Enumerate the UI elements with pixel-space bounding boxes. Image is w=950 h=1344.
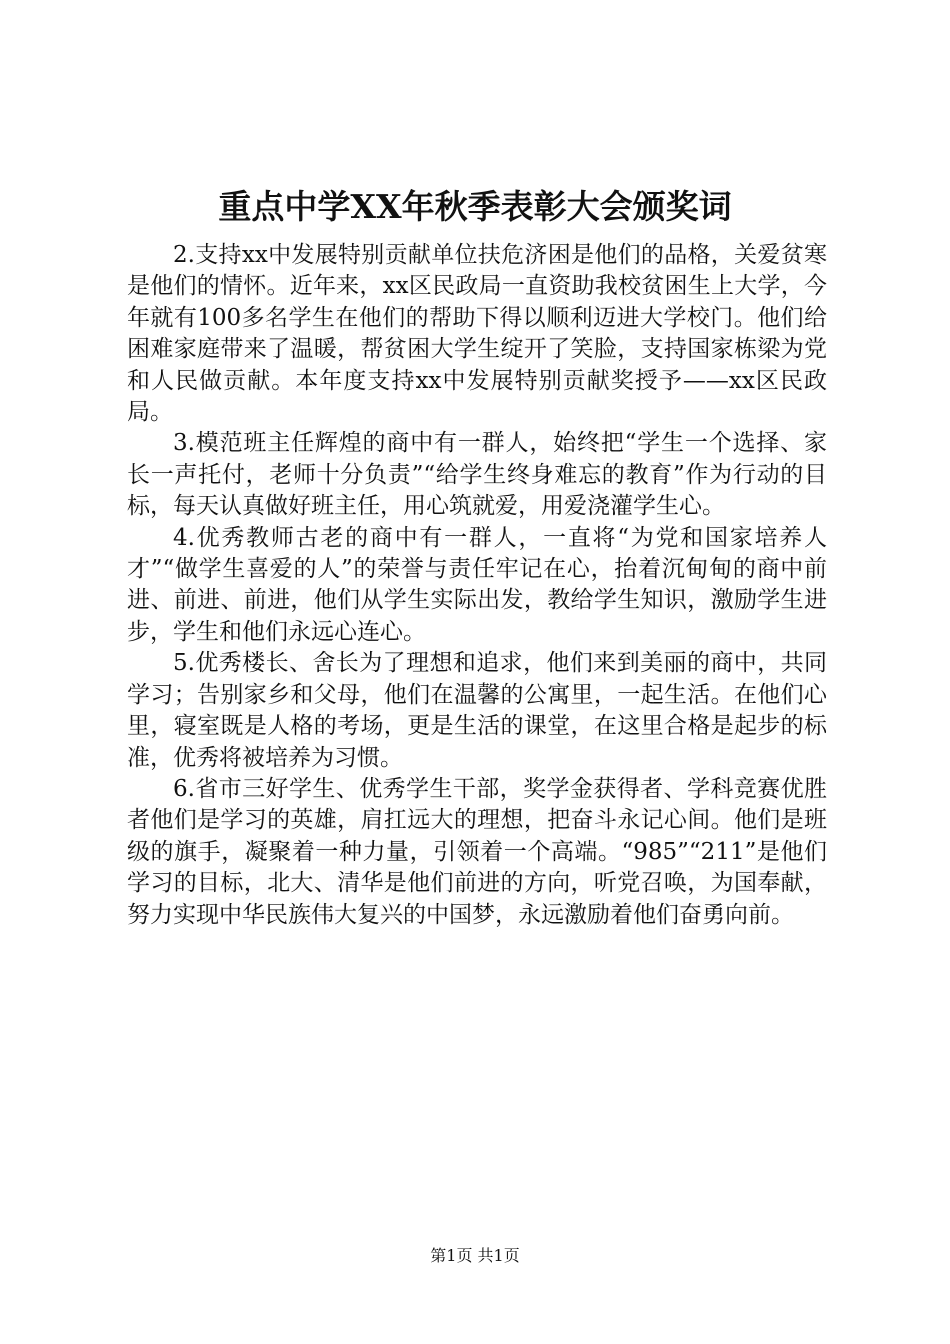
paragraph-6: 6.省市三好学生、优秀学生干部，奖学金获得者、学科竞赛优胜者他们是学习的英雄，肩扛远大的理想，把奋斗永记心间。他们是班级的旗手，凝聚着一种力量，引领着一个高端。“985”“211”是他们学习的目标，北大、清华是他们前进的方向，听党召唤，为国奉献，努力实现中华民族伟大复兴的中国梦，永远激励着他们奋勇向前。	[127, 775, 827, 928]
paragraph-5: 5.优秀楼长、舍长为了理想和追求，他们来到美丽的商中，共同学习；告别家乡和父母，他们在温馨的公寓里，一起生活。在他们心里，寝室既是人格的考场，更是生活的课堂，在这里合格是起步的标准，优秀将被培养为习惯。	[127, 650, 827, 771]
document-body	[127, 240, 827, 931]
paragraph-3: 3.模范班主任辉煌的商中有一群人，始终把“学生一个选择、家长一声托付，老师十分负责”“给学生终身难忘的教育”作为行动的目标，每天认真做好班主任，用心筑就爱，用爱浇灌学生心。	[127, 430, 827, 520]
page-footer: 第1页 共1页	[430, 1246, 520, 1265]
paragraph-2: 2.支持xx中发展特别贡献单位扶危济困是他们的品格，关爱贫寒是他们的情怀。近年来，xx区民政局一直资助我校贫困生上大学，今年就有100多名学生在他们的帮助下得以顺利迈进大学校门。他们给困难家庭带来了温暖，帮贫困大学生绽开了笑脸，支持国家栋梁为党和人民做贡献。本年度支持xx中发展特别贡献奖授予——xx区民政局。	[127, 242, 827, 426]
document-title: 重点中学XX年秋季表彰大会颁奖词	[218, 187, 732, 226]
paragraph-4: 4.优秀教师古老的商中有一群人，一直将“为党和国家培养人才”“做学生喜爱的人”的荣誉与责任牢记在心，抬着沉甸甸的商中前进、前进、前进，他们从学生实际出发，教给学生知识，激励学生进步，学生和他们永远心连心。	[127, 524, 827, 645]
